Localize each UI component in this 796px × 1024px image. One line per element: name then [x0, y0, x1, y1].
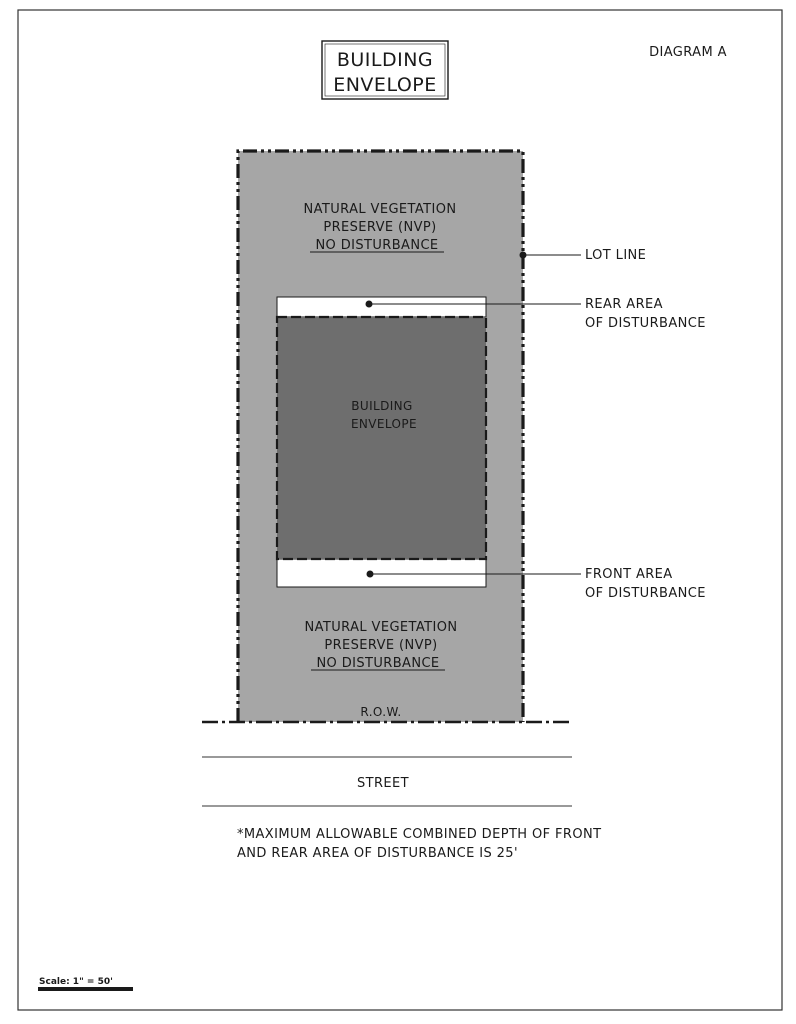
- building-envelope-area: [277, 317, 486, 559]
- envelope-label-line-1: BUILDING: [351, 399, 413, 413]
- nvp-rear-line-3: NO DISTURBANCE: [315, 238, 439, 253]
- nvp-front-line-2: PRESERVE (NVP): [324, 638, 438, 653]
- front-callout-line-2: OF DISTURBANCE: [585, 586, 706, 601]
- lot-line-callout: LOT LINE: [585, 248, 647, 263]
- nvp-front-line-1: NATURAL VEGETATION: [304, 620, 458, 635]
- scale-label: Scale: 1" = 50': [39, 977, 113, 987]
- scale-bar: [38, 987, 133, 991]
- title-line-2: ENVELOPE: [333, 74, 437, 96]
- nvp-rear-line-2: PRESERVE (NVP): [323, 220, 437, 235]
- row-label: R.O.W.: [360, 705, 402, 719]
- nvp-rear-line-1: NATURAL VEGETATION: [303, 202, 457, 217]
- rear-area-of-disturbance: [277, 297, 486, 317]
- envelope-label-line-2: ENVELOPE: [350, 417, 418, 431]
- note-line-1: *MAXIMUM ALLOWABLE COMBINED DEPTH OF FRONT: [237, 827, 602, 842]
- rear-callout-line-1: REAR AREA: [585, 297, 663, 312]
- rear-callout-line-2: OF DISTURBANCE: [585, 316, 706, 331]
- front-callout-line-1: FRONT AREA: [585, 567, 673, 582]
- street-label: STREET: [357, 776, 409, 791]
- note-line-2: AND REAR AREA OF DISTURBANCE IS 25': [237, 846, 518, 861]
- diagram-label: DIAGRAM A: [649, 45, 727, 60]
- title-line-1: BUILDING: [336, 49, 434, 71]
- front-area-of-disturbance: [277, 559, 486, 587]
- nvp-front-line-3: NO DISTURBANCE: [316, 656, 440, 671]
